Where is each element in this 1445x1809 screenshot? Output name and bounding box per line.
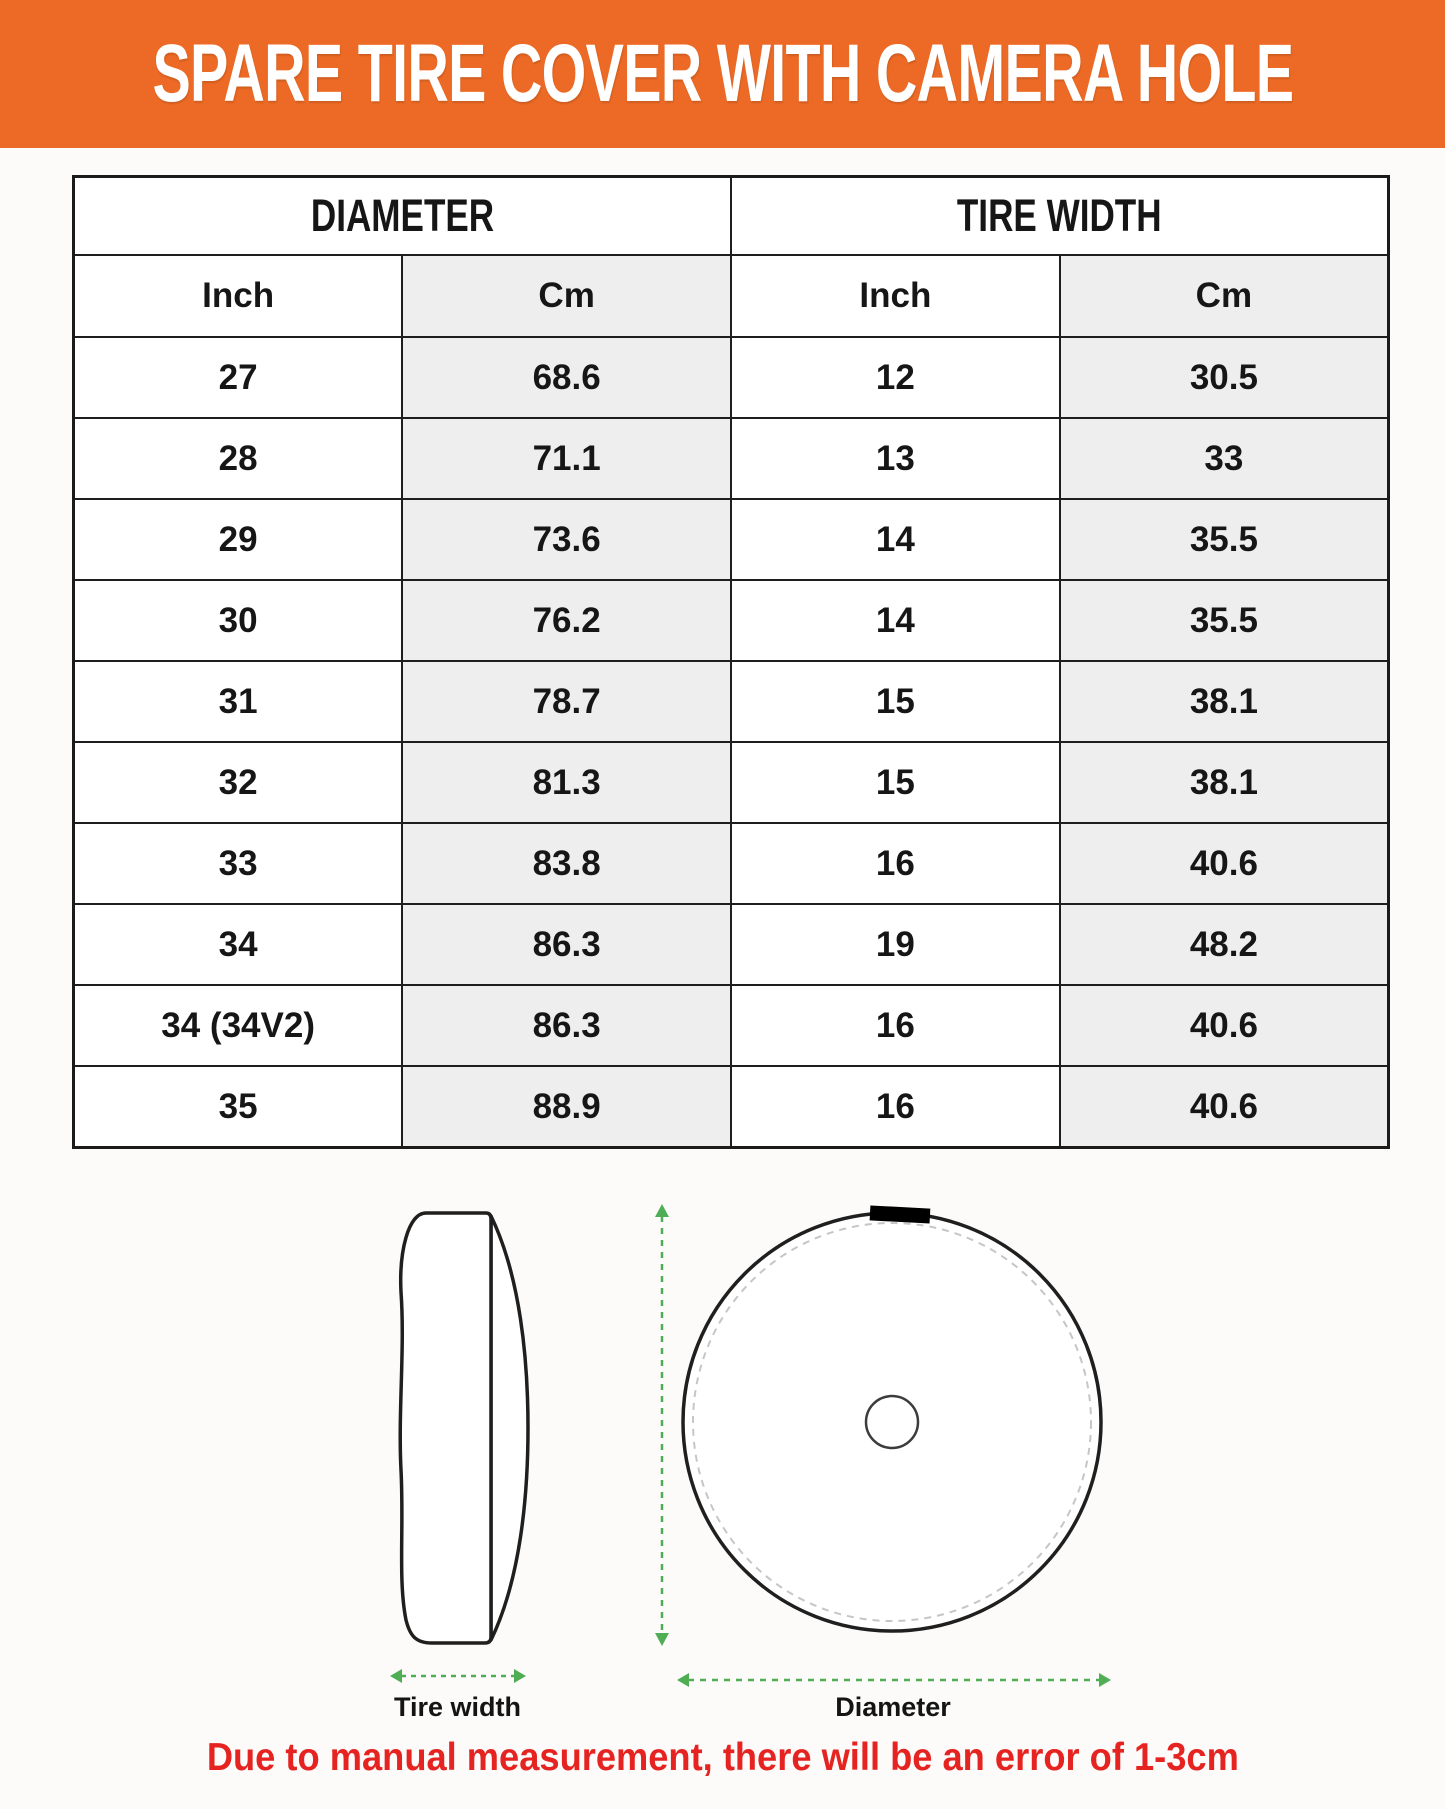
group-header-tire-width: TIRE WIDTH	[731, 177, 1389, 256]
cell-diameter-inch: 33	[74, 823, 403, 904]
cell-width-cm: 35.5	[1060, 499, 1389, 580]
cell-diameter-cm: 83.8	[402, 823, 731, 904]
cell-diameter-cm: 73.6	[402, 499, 731, 580]
subheader-width-inch: Inch	[731, 255, 1060, 337]
tire-side-rim-edge	[491, 1216, 528, 1640]
cell-diameter-cm: 86.3	[402, 985, 731, 1066]
diameter-label: Diameter	[835, 1692, 951, 1722]
cell-width-cm: 33	[1060, 418, 1389, 499]
cell-width-cm: 40.6	[1060, 1066, 1389, 1148]
table-row	[74, 580, 1389, 661]
cell-diameter-cm: 78.7	[402, 661, 731, 742]
cell-width-inch: 13	[731, 418, 1060, 499]
table-row	[74, 418, 1389, 499]
size-chart-table	[72, 175, 1390, 1149]
tire-side-view-diagram	[390, 1208, 545, 1648]
subheader-diameter-inch: Inch	[74, 255, 403, 337]
table-row	[74, 823, 1389, 904]
cell-diameter-inch: 34 (34V2)	[74, 985, 403, 1066]
cell-width-cm: 48.2	[1060, 904, 1389, 985]
measurement-note	[0, 1736, 1445, 1780]
cell-diameter-inch: 34	[74, 904, 403, 985]
cell-width-inch: 16	[731, 985, 1060, 1066]
table-group-header-row	[74, 177, 1389, 256]
cell-width-inch: 14	[731, 499, 1060, 580]
table-subheader-row	[74, 255, 1389, 337]
cell-diameter-cm: 71.1	[402, 418, 731, 499]
cell-diameter-inch: 30	[74, 580, 403, 661]
cell-diameter-inch: 35	[74, 1066, 403, 1148]
cell-width-inch: 16	[731, 1066, 1060, 1148]
cell-diameter-inch: 31	[74, 661, 403, 742]
table-row	[74, 742, 1389, 823]
cell-diameter-cm: 81.3	[402, 742, 731, 823]
cell-diameter-cm: 88.9	[402, 1066, 731, 1148]
tire-front-view-diagram	[672, 1200, 1112, 1644]
cell-width-inch: 14	[731, 580, 1060, 661]
table-row	[74, 661, 1389, 742]
diameter-arrow-icon	[674, 1670, 1114, 1690]
group-header-diameter: DIAMETER	[74, 177, 732, 256]
cell-diameter-cm: 86.3	[402, 904, 731, 985]
camera-hole-circle	[866, 1396, 918, 1448]
cell-width-cm: 30.5	[1060, 337, 1389, 418]
valve-tab-mark	[870, 1205, 931, 1223]
table-row	[74, 1066, 1389, 1148]
cell-width-inch: 16	[731, 823, 1060, 904]
header-banner	[0, 0, 1445, 148]
subheader-width-cm: Cm	[1060, 255, 1389, 337]
cell-width-cm: 38.1	[1060, 661, 1389, 742]
measurement-note-text: Due to manual measurement, there will be an error of 1-3cm	[206, 1736, 1239, 1779]
cell-width-cm: 38.1	[1060, 742, 1389, 823]
cell-diameter-cm: 68.6	[402, 337, 731, 418]
cell-diameter-inch: 32	[74, 742, 403, 823]
page-title: SPARE TIRE COVER WITH CAMERA HOLE	[152, 28, 1293, 119]
vertical-measure-arrow-icon	[650, 1202, 674, 1648]
cell-width-cm: 40.6	[1060, 985, 1389, 1066]
tire-side-body	[400, 1213, 491, 1643]
cell-width-inch: 19	[731, 904, 1060, 985]
table-row	[74, 985, 1389, 1066]
cell-diameter-inch: 27	[74, 337, 403, 418]
table-row	[74, 904, 1389, 985]
cell-width-cm: 40.6	[1060, 823, 1389, 904]
cell-width-inch: 15	[731, 661, 1060, 742]
tire-width-arrow-icon	[388, 1666, 528, 1686]
cell-diameter-cm: 76.2	[402, 580, 731, 661]
table-row	[74, 499, 1389, 580]
table-row	[74, 337, 1389, 418]
subheader-diameter-cm: Cm	[402, 255, 731, 337]
cell-width-cm: 35.5	[1060, 580, 1389, 661]
cell-diameter-inch: 28	[74, 418, 403, 499]
cell-width-inch: 12	[731, 337, 1060, 418]
tire-width-label: Tire width	[393, 1692, 521, 1722]
cell-width-inch: 15	[731, 742, 1060, 823]
cell-diameter-inch: 29	[74, 499, 403, 580]
